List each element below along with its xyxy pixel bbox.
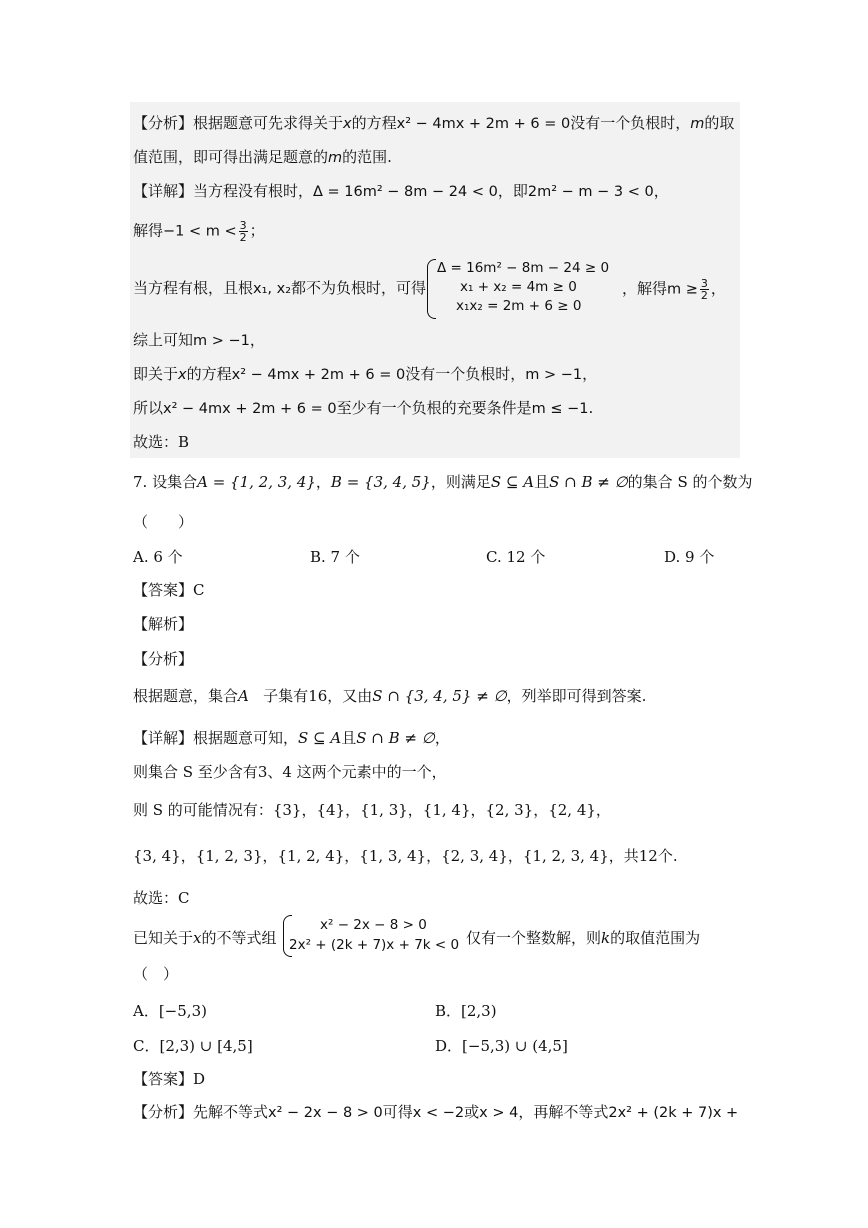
q7-choice: 故选：C [133,889,190,907]
q8-system-row-2: 2x² + (2k + 7)x + 7k < 0 [289,937,460,953]
left-brace [427,259,436,319]
q7-detail-line-2: 则集合 S 至少含有3、4 这两个元素中的一个， [133,763,447,781]
q7-paren: （ ） [133,513,194,531]
q7-option-d[interactable]: D. 9 个 [664,548,715,566]
q8-option-a[interactable]: A．[−5,3) [133,1002,207,1020]
system-row-1: Δ = 16m² − 8m − 24 ≥ 0 [437,260,610,276]
q7-stem: 7. 设集合A = {1, 2, 3, 4}，B = {3, 4, 5}，则满足S ⊆ A且S ∩ B ≠ ∅的集合 S 的个数为 [133,473,753,491]
q7-option-b[interactable]: B. 7 个 [310,548,360,566]
detail-line-5: 即关于x的方程x² − 4mx + 2m + 6 = 0没有一个负根时，m > −1， [133,365,598,383]
q8-answer: 【答案】D [133,1070,206,1088]
q7-fenxi: 【分析】 [133,650,194,668]
detail-line-3: 当方程有根，且根x₁, x₂都不为负根时，可得 [133,279,427,297]
q8-stem-head: 已知关于x的不等式组 [133,929,277,947]
q8-inequality-system [283,915,461,955]
q8-analysis-line: 【分析】先解不等式x² − 2x − 8 > 0可得x < −2或x > 4，再解不等式2x² + (2k + 7)x + [133,1103,739,1121]
q7-jiexi: 【解析】 [133,615,194,633]
q7-analysis-line: 根据题意，集合A 子集有16，又由S ∩ {3, 4, 5} ≠ ∅，列举即可得到答案. [133,687,647,705]
analysis-line-1: 【分析】根据题意可先求得关于x的方程x² − 4mx + 2m + 6 = 0没有一个负根时，m的取 [133,114,735,132]
q7-detail-line-4: {3, 4}，{1, 2, 3}，{1, 2, 4}，{1, 3, 4}，{2, 3, 4}，{1, 2, 3, 4}，共12个. [133,847,678,865]
q8-paren: （ ） [133,965,179,983]
q8-option-c[interactable]: C．[2,3) ∪ [4,5] [133,1037,253,1055]
q8-option-d[interactable]: D．[−5,3) ∪ (4,5] [435,1037,568,1055]
inequality-system [427,259,622,317]
q7-answer: 【答案】C [133,581,205,599]
choice-line: 故选：B [133,433,190,451]
q7-option-c[interactable]: C. 12 个 [486,548,546,566]
fraction: $\frac{3}{2}$ [239,219,247,244]
detail-line-2: 解得−1 < m < $\frac{3}{2}$ ； [133,219,265,244]
q7-detail-line-3: 则 S 的可能情况有：{3}，{4}，{1, 3}，{1, 4}，{2, 3}，{2, 4}， [133,801,611,819]
analysis-line-2: 值范围，即可得出满足题意的m的范围. [133,148,392,166]
q7-detail-line-1: 【详解】根据题意可知，S ⊆ A且S ∩ B ≠ ∅， [133,729,450,747]
q8-system-row-1: x² − 2x − 8 > 0 [320,917,427,933]
system-row-2: x₁ + x₂ = 4m ≥ 0 [460,279,577,295]
q8-option-b[interactable]: B．[2,3) [435,1002,497,1020]
q8-stem-tail: 仅有一个整数解，则k的取值范围为 [466,929,701,947]
detail-line-3-tail: ，解得m ≥ $\frac{3}{2}$ ， [622,277,726,302]
q7-option-a[interactable]: A. 6 个 [133,548,183,566]
detail-line-4: 综上可知m > −1， [133,331,265,349]
system-row-3: x₁x₂ = 2m + 6 ≥ 0 [456,298,582,314]
detail-line-1: 【详解】当方程没有根时，Δ = 16m² − 8m − 24 < 0，即2m² − m − 3 < 0， [133,182,669,200]
fraction: $\frac{3}{2}$ [700,277,708,302]
detail-line-6: 所以x² − 4mx + 2m + 6 = 0至少有一个负根的充要条件是m ≤ −1. [133,399,594,417]
